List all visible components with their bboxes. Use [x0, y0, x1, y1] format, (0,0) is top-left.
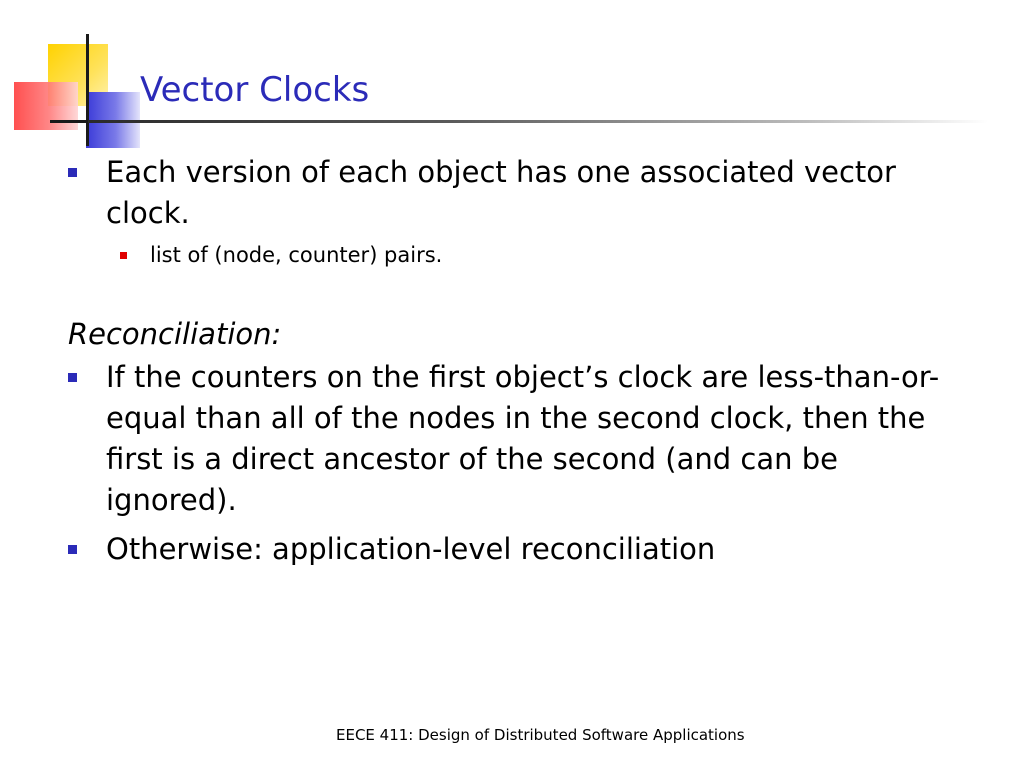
bullet-square-icon	[68, 545, 77, 554]
section-heading: Reconciliation:	[68, 317, 282, 351]
title-underline-rule	[88, 120, 988, 123]
bullet-item	[68, 529, 968, 570]
slide-content	[68, 152, 968, 570]
slide-logo-decoration	[0, 0, 160, 160]
bullet-square-icon	[68, 168, 77, 177]
slide-title: Vector Clocks	[140, 70, 370, 110]
bullet-item	[68, 357, 968, 521]
bullet-text: Otherwise: application-level reconciliation	[106, 532, 716, 566]
sub-bullet-square-icon	[120, 252, 127, 259]
bullet-item	[68, 152, 968, 234]
logo-vertical-line	[86, 34, 89, 146]
slide-footer: EECE 411: Design of Distributed Software Applications	[336, 726, 745, 744]
sub-bullet-item	[68, 240, 968, 270]
sub-bullet-text: list of (node, counter) pairs.	[150, 243, 443, 267]
bullet-text: Each version of each object has one associated vector clock.	[106, 155, 896, 230]
bullet-text: If the counters on the first object’s clock are less-than-or-equal than all of the nodes in the second clock, then the first is a direct ancestor of the second (and can be ignored).	[106, 360, 940, 517]
bullet-square-icon	[68, 373, 77, 382]
